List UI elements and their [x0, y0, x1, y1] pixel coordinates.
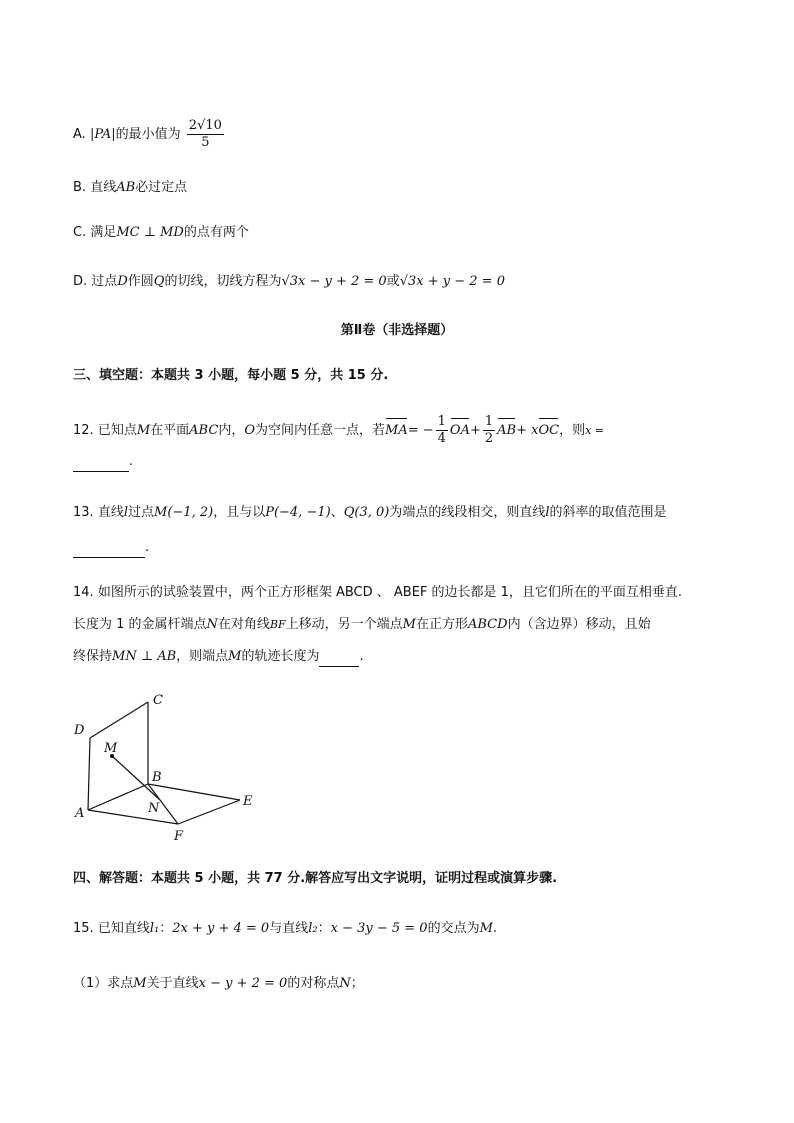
option-d-text3: 的切线，切线方程为	[164, 274, 282, 289]
question-14-line-3	[73, 647, 364, 667]
edge-ab	[88, 784, 148, 810]
option-b-text: 直线	[90, 180, 117, 195]
line-l1: l₁	[149, 921, 160, 936]
q12-text4: 为空间内任意一点，若	[255, 423, 386, 438]
q15-sub1-text: （1）求点	[73, 976, 134, 991]
option-c-label: C.	[73, 225, 87, 240]
q12-x-eq: x =	[585, 424, 605, 437]
option-b-text2: 必过定点	[135, 180, 188, 195]
line-l2: l₂	[308, 921, 318, 936]
q12-var-o: O	[244, 423, 255, 438]
q15-text3: 的交点为	[427, 921, 480, 936]
q13-var-l: l	[123, 505, 129, 520]
question-14-line-1	[73, 583, 682, 603]
q15-text: 已知直线	[97, 921, 150, 936]
q15-end: .	[492, 921, 498, 936]
fraction-denominator: 2	[484, 431, 494, 446]
q12-text: 已知点	[97, 423, 137, 438]
q15-colon1: ：	[159, 921, 173, 936]
q12-plus-x: + x	[516, 423, 539, 438]
answer-blank[interactable]	[73, 541, 145, 558]
q12-answer-line	[73, 452, 133, 472]
option-d-text: 过点	[91, 274, 118, 289]
option-d-label: D.	[73, 274, 88, 289]
vector-oa: OA	[450, 421, 470, 441]
q12-text3: 内，	[218, 423, 245, 438]
vector-ab: AB	[497, 421, 516, 441]
question-number: 14.	[73, 585, 94, 600]
option-d-or: 或	[386, 274, 400, 289]
option-d-text2: 作圆	[127, 274, 154, 289]
q14-end: .	[359, 649, 364, 664]
point-m: M(−1, 2)	[154, 505, 214, 520]
option-c-text2: 的点有两个	[183, 225, 249, 240]
option-a-text: 的最小值为	[115, 127, 181, 142]
q12-text5: ，则	[559, 423, 586, 438]
q13-text4: 为端点的线段相交，则直线	[389, 505, 546, 520]
edge-be	[148, 784, 240, 800]
q14-text3c: 的轨迹长度为	[241, 649, 320, 664]
q14-text3b: ，则端点	[176, 649, 229, 664]
equation-l1: 2x + y + 4 = 0	[172, 921, 270, 936]
q12-end: .	[129, 454, 134, 469]
option-d	[73, 272, 505, 292]
label-n: N	[148, 801, 160, 816]
q15-var-m: M	[479, 921, 493, 936]
q12-eq: = −	[407, 423, 434, 438]
q13-answer-line	[73, 538, 149, 558]
question-15-part-1	[73, 974, 364, 994]
q12-text2: 在平面	[150, 423, 190, 438]
q14-text2e: 内（含边界）移动，且始	[507, 617, 651, 632]
fraction-denominator: 4	[437, 431, 446, 446]
q14-var-m2: M	[228, 649, 242, 664]
q14-text2a: 长度为 1 的金属杆端点	[73, 617, 207, 632]
answer-blank[interactable]	[73, 455, 129, 472]
question-number: 13.	[73, 505, 94, 520]
option-d-var1: D	[117, 274, 128, 289]
question-number: 12.	[73, 423, 94, 438]
edge-fe	[178, 800, 240, 824]
option-a-fraction	[187, 118, 224, 151]
point-p: P(−4, −1)	[265, 505, 331, 520]
fraction-denominator: 5	[201, 135, 210, 150]
option-c	[73, 223, 249, 243]
q15-sub1-n: N	[339, 976, 351, 991]
answer-blank[interactable]	[319, 650, 359, 667]
fraction-numerator: 1	[437, 414, 446, 429]
label-a: A	[75, 806, 85, 821]
q13-text5: 的斜率的取值范围是	[549, 505, 667, 520]
q12-var-m: M	[136, 423, 151, 438]
fraction-half	[483, 414, 495, 447]
label-f: F	[174, 829, 184, 844]
option-a	[73, 118, 226, 151]
q13-text2: 过点	[128, 505, 155, 520]
option-c-expr: MC ⊥ MD	[116, 225, 184, 240]
q13-end: .	[145, 540, 150, 555]
option-b-var: AB	[116, 180, 136, 195]
q13-text: 直线	[97, 505, 124, 520]
fraction-numerator: 2√10	[188, 118, 222, 133]
label-e: E	[243, 794, 253, 809]
part4-heading: 四、解答题：本题共 5 小题，共 77 分.解答应写出文字说明，证明过程或演算步骤.	[73, 871, 558, 886]
label-c: C	[153, 693, 163, 708]
question-12	[73, 414, 604, 447]
option-c-text: 满足	[90, 225, 117, 240]
label-m: M	[104, 741, 118, 756]
edge-dc	[90, 702, 148, 738]
q12-var-abc: ABC	[189, 423, 219, 438]
q15-sub1-text3: 的对称点	[287, 976, 340, 991]
q14-text2d: 在正方形	[415, 617, 468, 632]
q13-var-l2: l	[545, 505, 550, 520]
q15-colon2: ：	[317, 921, 331, 936]
label-b: B	[152, 770, 162, 785]
question-15	[73, 919, 497, 939]
fraction-numerator: 1	[484, 414, 494, 429]
q15-sub1-end: ；	[350, 976, 364, 991]
option-a-label: A.	[73, 127, 86, 142]
tangent-equation-2: √3x + y − 2 = 0	[399, 274, 505, 289]
q14-perpendicular: MN ⊥ AB	[112, 649, 177, 664]
part3-heading: 三、填空题：本题共 3 小题，每小题 5 分，共 15 分.	[73, 368, 389, 383]
q14-text2b: 在对角线	[217, 617, 270, 632]
tangent-equation-1: √3x − y + 2 = 0	[281, 274, 387, 289]
q15-sub1-equation: x − y + 2 = 0	[198, 976, 288, 991]
q14-text2c: 上移动，另一个端点	[285, 617, 403, 632]
section-title: 第Ⅱ卷（非选择题）	[340, 323, 454, 338]
equation-l2: x − 3y − 5 = 0	[330, 921, 428, 936]
q14-var-n: N	[206, 617, 218, 632]
q13-sep: 、	[330, 505, 344, 520]
label-d: D	[74, 723, 85, 738]
fraction-quarter	[436, 414, 448, 447]
q14-text: 如图所示的试验装置中，两个正方形框架 ABCD 、 ABEF 的边长都是 1，且它们所在的平面互相垂直.	[97, 585, 683, 600]
option-d-var2: Q	[153, 274, 165, 289]
vector-oc: OC	[538, 421, 559, 441]
q14-var-abcd: ABCD	[468, 617, 508, 632]
edge-af	[88, 810, 178, 824]
question-13	[73, 503, 667, 523]
q12-plus: +	[469, 423, 481, 438]
question-number: 15.	[73, 921, 94, 936]
q15-sub1-m: M	[133, 976, 147, 991]
geometry-figure	[60, 690, 280, 850]
q14-text3a: 终保持	[73, 649, 113, 664]
q14-var-m: M	[402, 617, 416, 632]
edge-ad	[88, 738, 90, 810]
option-b	[73, 178, 187, 198]
point-q: Q(3, 0)	[343, 505, 390, 520]
q13-text3: ，且与以	[213, 505, 266, 520]
q15-text2: 与直线	[269, 921, 309, 936]
q14-var-bf: BF	[269, 618, 286, 631]
abs-pa: |PA|	[89, 127, 116, 142]
vector-ma: MA	[385, 421, 408, 441]
question-14-line-2	[73, 615, 651, 635]
option-b-label: B.	[73, 180, 87, 195]
q15-sub1-text2: 关于直线	[146, 976, 199, 991]
